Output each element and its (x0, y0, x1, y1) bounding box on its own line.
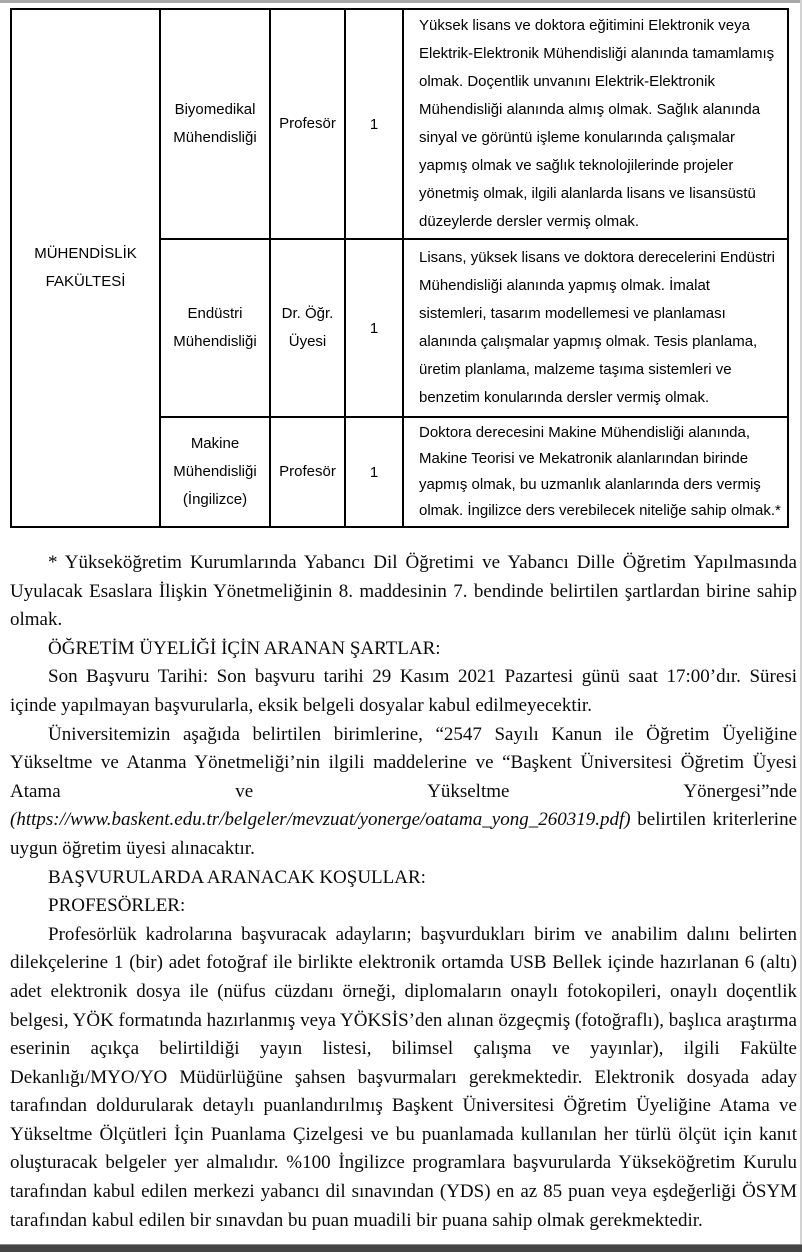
scan-top-edge (0, 0, 802, 3)
heading-basvuru-kosullar: BAŞVURULARDA ARANACAK KOŞULLAR: (48, 866, 426, 888)
body-text (10, 549, 797, 1235)
regulation-url: (https://www.baskent.edu.tr/belgeler/mevzuat/yonerge/oatama_yong_260319.pdf) (10, 809, 631, 831)
department-cell: Makine Mühendisliği (İngilizce) (160, 417, 270, 527)
professors-paragraph: Profesörlük kadrolarına başvuracak adayların; başvurdukları birim ve anabilim dalını belirten dilekçelerine 1 (bir) adet fotoğraf ile birlikte elektronik ortamda USB Bellek içinde hazırlanan 6 (altı) adet elektronik dosya ile (nüfus cüzdanı örneği, diplomaların onaylı fotokopileri, onaylı doçentlik belgesi, YÖK formatında hazırlanmış veya YÖKSİS’den alınan özgeçmiş (fotoğraflı), başlıca araştırma eserinin açıkça belirtildiği yayın listesi, bilimsel çalışma ve yayınlar), ilgili Fakülte Dekanlığı/MYO/YO Müdürlüğüne şahsen başvurmaları gerekmektedir. Elektronik dosyada aday tarafından doldurularak detaylı puanlandırılmış Başkent Üniversitesi Öğretim Üyeliğine Atama ve Yükseltme Ölçütleri İçin Puanlama Çizelgesi ve bu puanlamada kullanılan her türlü ölçüt için kanıt oluşturacak belgeler yer almalıdır. %100 İngilizce programlara başvurularda Yükseköğretim Kurulu tarafından kabul edilen merkezi yabancı dil sınavından (YDS) en az 85 puan veya eşdeğerliği ÖSYM tarafından kabul edilen bir sınavdan bu puan muadili bir puana sahip olmak gerekmektedir. (10, 923, 797, 1231)
requirements-cell: Doktora derecesini Makine Mühendisliği alanında, Makine Teorisi ve Mekatronik alanlarından birinde yapmış olmak, bu uzmanlık alanlarında ders vermiş olmak. İngilizce ders verebilecek niteliğe sahip olmak.* (403, 417, 788, 527)
faculty-cell: MÜHENDİSLİK FAKÜLTESİ (11, 9, 160, 527)
heading-profesorler: PROFESÖRLER: (48, 895, 186, 917)
footnote-paragraph: * Yükseköğretim Kurumlarında Yabancı Dil Öğretimi ve Yabancı Dille Öğretim Yapılmasında Uyulacak Esaslara İlişkin Yönetmeliğinin 8. maddesinin 7. bendinde belirtilen şartlardan birine sahip olmak. (10, 552, 797, 631)
count-cell: 1 (345, 239, 403, 417)
department-cell: Endüstri Mühendisliği (160, 239, 270, 417)
deadline-paragraph: Son Başvuru Tarihi: Son başvuru tarihi 29 Kasım 2021 Pazartesi günü saat 17:00’dır. Süresi içinde yapılmayan başvurularla, eksik belgeli dosyalar kabul edilmeyecektir. (10, 666, 797, 716)
requirements-cell: Yüksek lisans ve doktora eğitimini Elektronik veya Elektrik-Elektronik Mühendisliği alanında tamamlamış olmak. Doçentlik unvanını Elektrik-Elektronik Mühendisliği alanında almış olmak. Sağlık alanında sinyal ve görüntü işleme konularında çalışmalar yapmış olmak ve sağlık teknolojilerinde projeler yönetmiş olmak, ilgili alanlarda lisans ve lisansüstü düzeylerde dersler vermiş olmak. (403, 9, 788, 239)
title-cell: Dr. Öğr. Üyesi (270, 239, 345, 417)
university-paragraph-tail: belirtilen kriterlerine uygun öğretim üyesi alınacaktır. (10, 809, 797, 859)
positions-table (10, 8, 789, 528)
heading-aranan-sartlar: ÖĞRETİM ÜYELİĞİ İÇİN ARANAN ŞARTLAR: (48, 637, 441, 659)
university-paragraph-text: Üniversitemizin aşağıda belirtilen birimlerine, “2547 Sayılı Kanun ile Öğretim Üyeliğine Yükseltme ve Atanma Yönetmeliği’nin ilgili maddelerine ve “Başkent Üniversitesi Öğretim Üyesi Atama ve Yükseltme Yönergesi”nde (10, 723, 797, 802)
scan-bottom-edge (0, 1244, 802, 1252)
count-cell: 1 (345, 9, 403, 239)
count-cell: 1 (345, 417, 403, 527)
requirements-cell: Lisans, yüksek lisans ve doktora derecelerini Endüstri Mühendisliği alanında yapmış olmak. İmalat sistemleri, tasarım modellemesi ve planlaması alanında çalışmalar yapmış olmak. Tesis planlama, üretim planlama, malzeme taşıma sistemleri ve benzetim konularında dersler vermiş olmak. (403, 239, 788, 417)
title-cell: Profesör (270, 417, 345, 527)
university-paragraph (10, 721, 797, 864)
title-cell: Profesör (270, 9, 345, 239)
table-row (11, 9, 788, 239)
department-cell: Biyomedikal Mühendisliği (160, 9, 270, 239)
